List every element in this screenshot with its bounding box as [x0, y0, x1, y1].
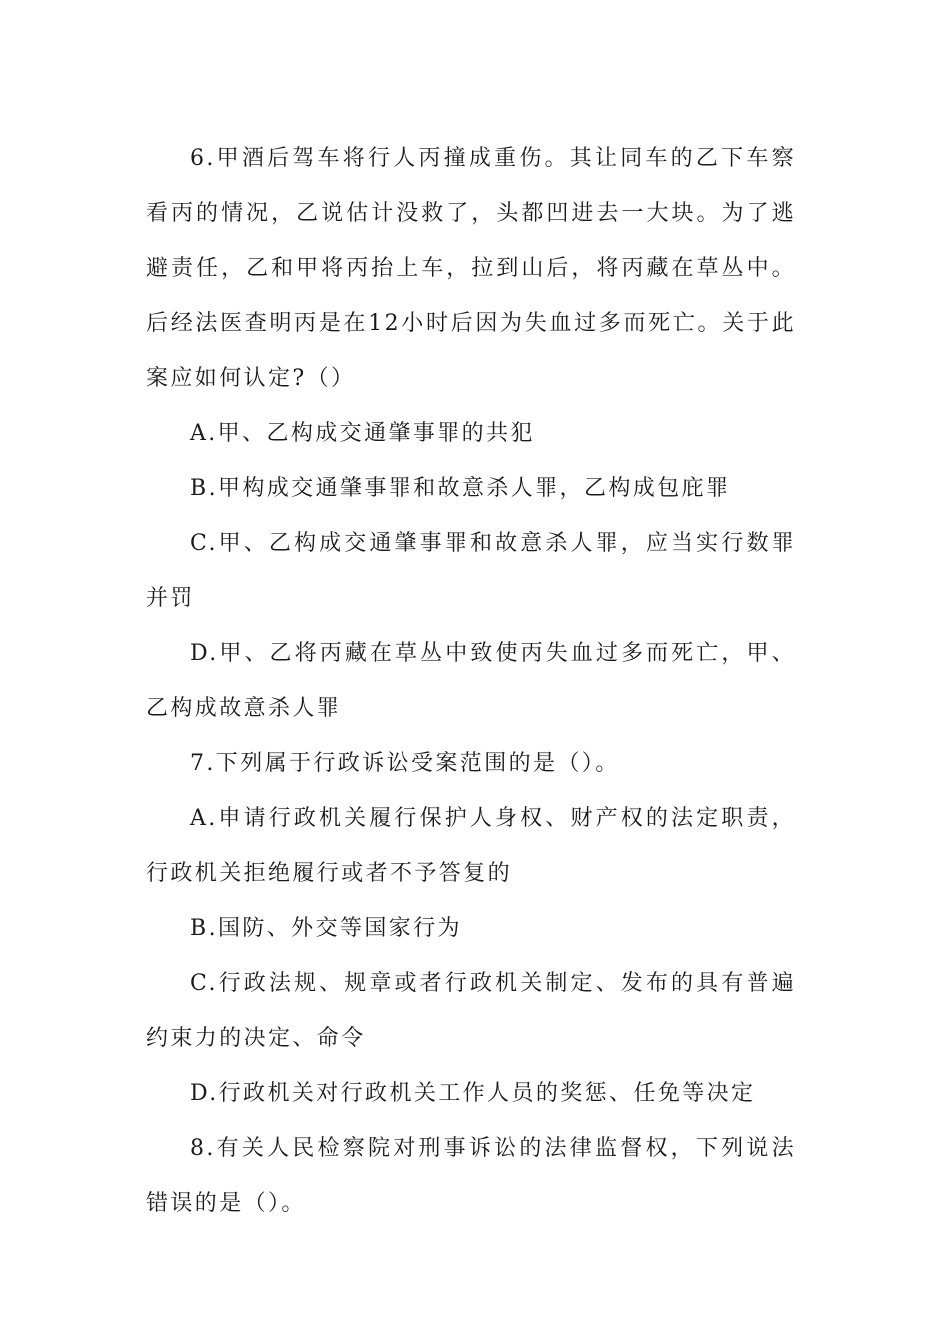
question-7-option-c: C.行政法规、规章或者行政机关制定、发布的具有普遍约束力的决定、命令	[146, 971, 796, 1051]
question-7-option-b: B.国防、外交等国家行为	[190, 916, 462, 941]
document-page	[146, 131, 796, 1231]
question-6-option-c: C.甲、乙构成交通肇事罪和故意杀人罪，应当实行数罪并罚	[146, 531, 796, 611]
question-6-stem: 6.甲酒后驾车将行人丙撞成重伤。其让同车的乙下车察看丙的情况，乙说估计没救了，头都凹进去一大块。为了逃避责任，乙和甲将丙抬上车，拉到山后，将丙藏在草丛中。后经法医查明丙是在12小时后因为失血过多而死亡。关于此案应如何认定?（）	[146, 146, 796, 391]
question-6-option-a: A.甲、乙构成交通肇事罪的共犯	[190, 421, 535, 446]
question-7-stem: 7.下列属于行政诉讼受案范围的是（）。	[190, 751, 620, 776]
question-8-stem: 8.有关人民检察院对刑事诉讼的法律监督权，下列说法错误的是（）。	[146, 1136, 796, 1216]
question-6-option-d: D.甲、乙将丙藏在草丛中致使丙失血过多而死亡，甲、乙构成故意杀人罪	[146, 641, 796, 721]
question-7-option-d: D.行政机关对行政机关工作人员的奖惩、任免等决定	[190, 1081, 756, 1106]
question-7-option-a: A.申请行政机关履行保护人身权、财产权的法定职责，行政机关拒绝履行或者不予答复的	[146, 806, 796, 886]
question-6-option-b: B.甲构成交通肇事罪和故意杀人罪，乙构成包庇罪	[190, 476, 731, 501]
